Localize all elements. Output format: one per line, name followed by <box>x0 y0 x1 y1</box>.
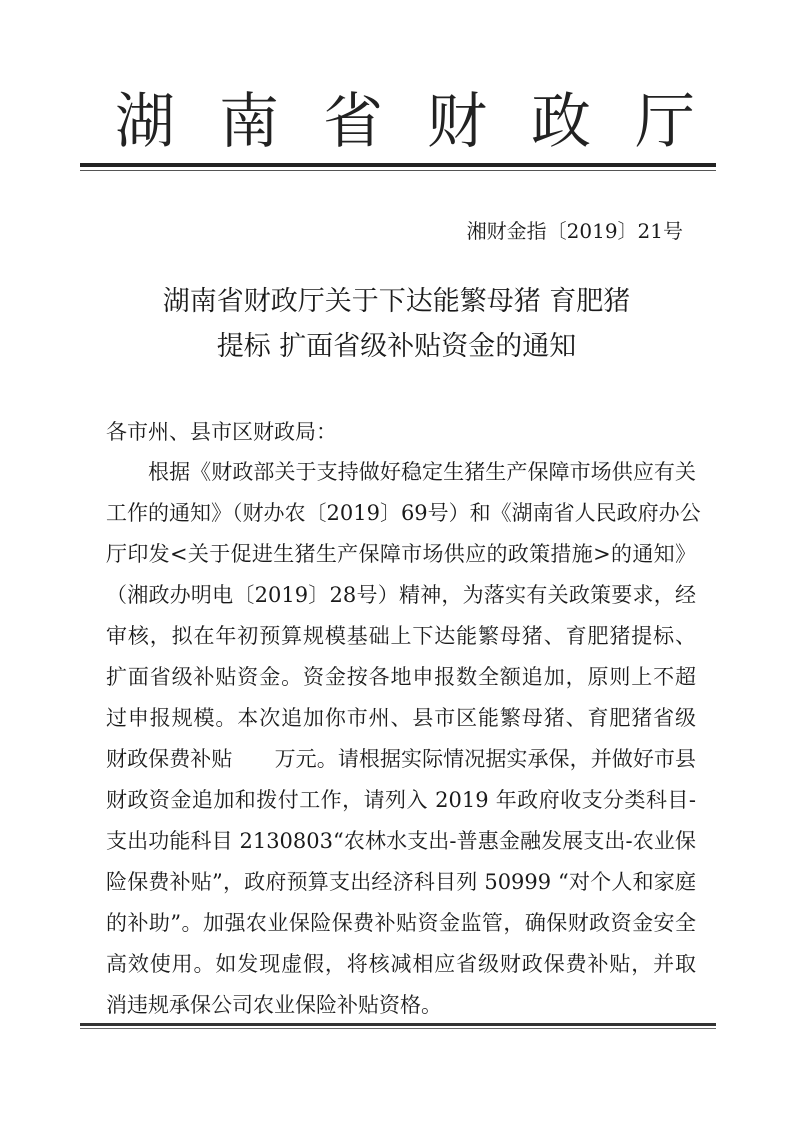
header-char: 湖 <box>115 87 175 157</box>
header-char: 厅 <box>635 87 695 157</box>
body-line: 根据《财政部关于支持做好稳定生猪生产保障市场供应有关 <box>148 460 696 484</box>
body-line: 财政保费补贴 万元。请根据实际情况据实承保，并做好市县 <box>106 747 696 771</box>
header-char: 政 <box>531 87 591 157</box>
body-line: 的补助”。加强农业保险保费补贴资金监管，确保财政资金安全 <box>106 911 696 935</box>
body-line: 过申报规模。本次追加你市州、县市区能繁母猪、育肥猪省级 <box>106 706 696 730</box>
document-title-line-2: 提标 扩面省级补贴资金的通知 <box>216 331 577 362</box>
header-divider <box>80 163 716 167</box>
body-line: 高效使用。如发现虚假，将核减相应省级财政保费补贴，并取 <box>106 952 696 976</box>
body-line: 消违规承保公司农业保险补贴资格。 <box>106 993 442 1017</box>
document-number: 湘财金指〔2019〕21号 <box>466 219 683 243</box>
body-line: 厅印发<关于促进生猪生产保障市场供应的政策措施>的通知》 <box>106 542 696 566</box>
issuing-authority-header <box>115 82 695 162</box>
body-line: 审核，拟在年初预算规模基础上下达能繁母猪、育肥猪提标、 <box>106 624 696 648</box>
body-line: 支出功能科目 2130803“农林水支出-普惠金融发展支出-农业保 <box>106 829 696 853</box>
document-title-line-1: 湖南省财政厅关于下达能繁母猪 育肥猪 <box>162 286 631 317</box>
body-line: 财政资金追加和拨付工作，请列入 2019 年政府收支分类科目- <box>106 788 696 812</box>
header-char: 财 <box>427 87 487 157</box>
body-line: 扩面省级补贴资金。资金按各地申报数全额追加，原则上不超 <box>106 665 696 689</box>
header-char: 省 <box>323 87 383 157</box>
header-char: 南 <box>219 87 279 157</box>
body-line: 工作的通知》（财办农〔2019〕69号）和《湖南省人民政府办公 <box>106 501 701 525</box>
footer-divider-thin <box>80 1028 716 1029</box>
header-divider-thin <box>80 170 716 171</box>
footer-divider <box>80 1023 716 1026</box>
salutation: 各市州、县市区财政局： <box>106 420 337 444</box>
body-line: （湘政办明电〔2019〕28号）精神，为落实有关政策要求，经 <box>106 583 696 607</box>
body-line: 险保费补贴”，政府预算支出经济科目列 50999 “对个人和家庭 <box>106 870 696 894</box>
